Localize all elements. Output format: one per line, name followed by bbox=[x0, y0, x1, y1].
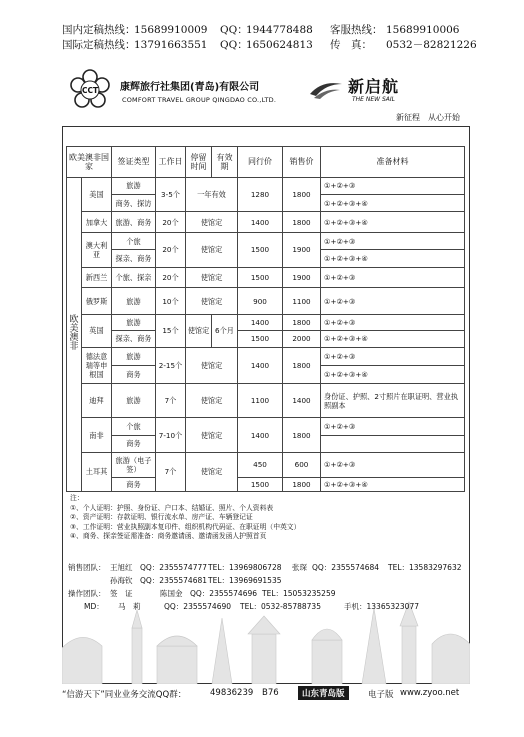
country-australia: 澳大利亚 bbox=[82, 232, 112, 267]
visa-price-table bbox=[66, 146, 465, 492]
stay-validity: 使馆定 bbox=[186, 384, 238, 418]
header-valid: 有效期 bbox=[212, 147, 238, 178]
workdays: 7个 bbox=[156, 384, 186, 418]
peer-price: 1400 bbox=[238, 347, 283, 384]
contact-name: 王旭红 bbox=[110, 563, 133, 572]
sales-team-label: 销售团队： bbox=[68, 563, 106, 572]
contact-tel: TEL：13583297632 bbox=[388, 563, 462, 572]
new-sail-slogan: 新征程 从心开始 bbox=[396, 113, 460, 122]
footer-qq-group: 49836239 bbox=[210, 688, 254, 698]
visa-type: 个旅、探亲 bbox=[112, 267, 156, 287]
sale-price: 1800 bbox=[283, 347, 321, 384]
stay: 使馆定 bbox=[186, 314, 212, 347]
contact-name: 陈国金 bbox=[160, 589, 183, 598]
sales-row-1 bbox=[68, 561, 468, 574]
contact-qq: QQ：2355574690 bbox=[164, 602, 232, 611]
notes-title: 注： bbox=[70, 494, 84, 502]
visa-type: 探亲、商务 bbox=[112, 331, 156, 347]
peer-price: 1500 bbox=[238, 477, 283, 491]
workdays: 7-10个 bbox=[156, 418, 186, 453]
header-visa-type: 签证类型 bbox=[112, 147, 156, 178]
contact-tel: TEL：0532-85788735 bbox=[240, 602, 321, 611]
peer-price: 450 bbox=[238, 452, 283, 477]
ops-team-label: 操作团队： bbox=[68, 589, 106, 598]
country-uk: 英国 bbox=[82, 314, 112, 347]
footer-slogan: “信游天下”同业业务交流QQ群： bbox=[62, 690, 187, 700]
sale-price: 1800 bbox=[283, 212, 321, 232]
materials: ①+②+③+④ bbox=[321, 250, 465, 267]
sale-price: 600 bbox=[283, 452, 321, 477]
visa-type: 旅游 bbox=[112, 384, 156, 418]
visa-type: 旅游 bbox=[112, 314, 156, 330]
materials: ①+②+③ bbox=[321, 232, 465, 249]
stay-validity: 一年有效 bbox=[186, 177, 238, 212]
contact-qq: QQ：2355574681 bbox=[140, 576, 208, 585]
contacts-section bbox=[68, 561, 468, 613]
sale-price: 1800 bbox=[283, 418, 321, 453]
materials: ①+②+③+④ bbox=[321, 195, 465, 212]
stay-validity: 使馆定 bbox=[186, 232, 238, 267]
stay-validity: 使馆定 bbox=[186, 418, 238, 453]
peer-price: 1100 bbox=[238, 384, 283, 418]
visa-type: 商务 bbox=[112, 365, 156, 383]
company-name: 康辉旅行社集团(青岛)有限公司 bbox=[120, 82, 260, 93]
swoosh-icon bbox=[308, 78, 344, 100]
visa-type: 商务 bbox=[112, 477, 156, 491]
sale-price: 1100 bbox=[283, 288, 321, 315]
stay-validity: 使馆定 bbox=[186, 267, 238, 287]
materials: ①+②+③+④ bbox=[321, 212, 465, 232]
intl-hotline-label: 国际定稿热线： bbox=[62, 39, 136, 51]
footer bbox=[62, 686, 470, 702]
qq2-number: 1650624813 bbox=[246, 39, 313, 51]
materials: 身份证、护照、2寸照片在职证明、营业执照副本 bbox=[321, 384, 465, 418]
country-south-africa: 南非 bbox=[82, 418, 112, 453]
notes-section bbox=[70, 494, 460, 542]
stay-validity: 使馆定 bbox=[186, 452, 238, 491]
contact-tel: TEL：13969806728 bbox=[208, 563, 282, 572]
peer-price: 900 bbox=[238, 288, 283, 315]
stay-validity: 使馆定 bbox=[186, 347, 238, 384]
cct-badge-text: CCT bbox=[81, 86, 99, 95]
fax-label: 传 真： bbox=[330, 39, 372, 51]
country-usa: 美国 bbox=[82, 177, 112, 212]
country-schengen: 德法意瑞等申根国 bbox=[82, 347, 112, 384]
table-row bbox=[67, 288, 465, 315]
table-row bbox=[67, 331, 465, 347]
materials: ①+②+③+④ bbox=[321, 477, 465, 491]
visa-type: 旅游 bbox=[112, 177, 156, 194]
table-row bbox=[67, 232, 465, 249]
ops-row bbox=[68, 587, 468, 600]
region-cell: 欧美澳非 bbox=[67, 177, 82, 491]
contact-mobile: 手机：13365323077 bbox=[344, 602, 419, 611]
header-workdays: 工作日 bbox=[156, 147, 186, 178]
visa-type: 旅游 bbox=[112, 347, 156, 365]
contact-tel: TEL：15053235259 bbox=[262, 589, 336, 598]
page-number: B76 bbox=[262, 688, 279, 698]
materials: ①+②+③ bbox=[321, 288, 465, 315]
header-sale-price: 销售价 bbox=[283, 147, 321, 178]
domestic-hotline-number: 15689910009 bbox=[134, 24, 208, 36]
table-row bbox=[67, 452, 465, 477]
sale-price: 1400 bbox=[283, 384, 321, 418]
md-row bbox=[68, 600, 468, 613]
note-item: ①、个人证明：护照、身份证、户口本、结婚证、照片、个人资料表 bbox=[70, 503, 274, 512]
validity: 6个月 bbox=[212, 314, 238, 347]
visa-type: 探亲、商务 bbox=[112, 250, 156, 267]
contact-tel: TEL：13969691535 bbox=[208, 576, 282, 585]
peer-price: 1400 bbox=[238, 314, 283, 330]
materials: ①+②+③ bbox=[321, 177, 465, 194]
peer-price: 1400 bbox=[238, 212, 283, 232]
country-turkey: 土耳其 bbox=[82, 452, 112, 491]
workdays: 3-5个 bbox=[156, 177, 186, 212]
service-hotline-label: 客服热线： bbox=[330, 24, 383, 36]
materials: ①+②+③+④ bbox=[321, 331, 465, 347]
header-peer-price: 同行价 bbox=[238, 147, 283, 178]
sale-price: 2000 bbox=[283, 331, 321, 347]
domestic-hotline-label: 国内定稿热线： bbox=[62, 24, 136, 36]
new-sail-english: THE NEW SAIL bbox=[352, 96, 396, 103]
company-english-name: COMFORT TRAVEL GROUP QINGDAO CO.,LTD. bbox=[122, 96, 277, 104]
visa-type: 旅游（电子签） bbox=[112, 452, 156, 477]
stay-validity: 使馆定 bbox=[186, 288, 238, 315]
visa-type: 商务、探访 bbox=[112, 195, 156, 212]
header-stay: 停留时间 bbox=[186, 147, 212, 178]
materials: ①+②+③ bbox=[321, 452, 465, 477]
table-row bbox=[67, 267, 465, 287]
workdays: 20个 bbox=[156, 232, 186, 267]
peer-price: 1500 bbox=[238, 331, 283, 347]
contact-qq: QQ：2355574777 bbox=[140, 563, 208, 572]
peer-price: 1280 bbox=[238, 177, 283, 212]
new-sail-name: 新启航 bbox=[348, 77, 400, 96]
workdays: 15个 bbox=[156, 314, 186, 347]
stay-validity: 使馆定 bbox=[186, 212, 238, 232]
table-row bbox=[67, 347, 465, 365]
peer-price: 1500 bbox=[238, 232, 283, 267]
country-canada: 加拿大 bbox=[82, 212, 112, 232]
table-row bbox=[67, 418, 465, 435]
contact-name: 张琛 bbox=[292, 563, 307, 572]
table-row bbox=[67, 384, 465, 418]
visa-type: 旅游 bbox=[112, 288, 156, 315]
materials: ①+②+③ bbox=[321, 267, 465, 287]
peer-price: 1400 bbox=[238, 418, 283, 453]
visa-type: 个旅 bbox=[112, 418, 156, 435]
sales-row-2 bbox=[68, 574, 468, 587]
visa-type: 商务 bbox=[112, 435, 156, 452]
materials: ①+②+③ bbox=[321, 314, 465, 330]
md-label: MD： bbox=[84, 602, 104, 611]
ebook-label: 电子版 bbox=[368, 690, 394, 700]
sale-price: 1800 bbox=[283, 177, 321, 212]
peer-price: 1500 bbox=[238, 267, 283, 287]
materials bbox=[321, 435, 465, 452]
table-row bbox=[67, 177, 465, 194]
country-russia: 俄罗斯 bbox=[82, 288, 112, 315]
visa-type: 旅游、商务 bbox=[112, 212, 156, 232]
visa-type: 个旅 bbox=[112, 232, 156, 249]
intl-hotline-number: 13791663551 bbox=[134, 39, 208, 51]
note-item: ④、商务、探亲签证需准备：商务邀请函、邀请函发函人护照首页 bbox=[70, 532, 267, 540]
qq2-label: QQ： bbox=[220, 39, 248, 51]
country-new-zealand: 新西兰 bbox=[82, 267, 112, 287]
contact-name: 孙海钦 bbox=[110, 576, 133, 585]
new-sail-logo bbox=[306, 70, 466, 114]
qq1-label: QQ： bbox=[220, 24, 248, 36]
md-name: 马 莉 bbox=[118, 602, 141, 611]
country-dubai: 迪拜 bbox=[82, 384, 112, 418]
sale-price: 1900 bbox=[283, 232, 321, 267]
table-row bbox=[67, 477, 465, 491]
fax-number: 0532－82821226 bbox=[386, 39, 477, 51]
workdays: 2-15个 bbox=[156, 347, 186, 384]
table-header-row bbox=[67, 147, 465, 178]
service-hotline-number: 15689910006 bbox=[386, 24, 460, 36]
logo-bar bbox=[62, 64, 470, 126]
sale-price: 1800 bbox=[283, 477, 321, 491]
workdays: 7个 bbox=[156, 452, 186, 491]
table-row bbox=[67, 212, 465, 232]
workdays: 20个 bbox=[156, 267, 186, 287]
cct-flower-logo-icon bbox=[68, 68, 112, 112]
workdays: 10个 bbox=[156, 288, 186, 315]
sale-price: 1800 bbox=[283, 314, 321, 330]
materials: ①+②+③ bbox=[321, 418, 465, 435]
materials: ①+②+③+④ bbox=[321, 365, 465, 383]
note-item: ③、工作证明：营业执照副本复印件、组织机构代码证、在职证明（中英文） bbox=[70, 522, 301, 531]
header-materials: 准备材料 bbox=[321, 147, 465, 178]
ops-role: 签 证 bbox=[110, 589, 133, 598]
edition-badge: 山东青岛版 bbox=[298, 686, 349, 700]
header-country: 欧美澳非国家 bbox=[67, 147, 112, 178]
website-link[interactable]: www.zyoo.net bbox=[400, 688, 460, 698]
materials: ①+②+③ bbox=[321, 347, 465, 365]
workdays: 20个 bbox=[156, 212, 186, 232]
table-row bbox=[67, 314, 465, 330]
contact-qq: QQ：2355574696 bbox=[190, 589, 258, 598]
sale-price: 1900 bbox=[283, 267, 321, 287]
note-item: ②、资产证明：存款证明、银行流水单、房产证、车辆登记证 bbox=[70, 513, 253, 521]
qq1-number: 1944778488 bbox=[246, 24, 313, 36]
contact-qq: QQ：2355574684 bbox=[312, 563, 380, 572]
